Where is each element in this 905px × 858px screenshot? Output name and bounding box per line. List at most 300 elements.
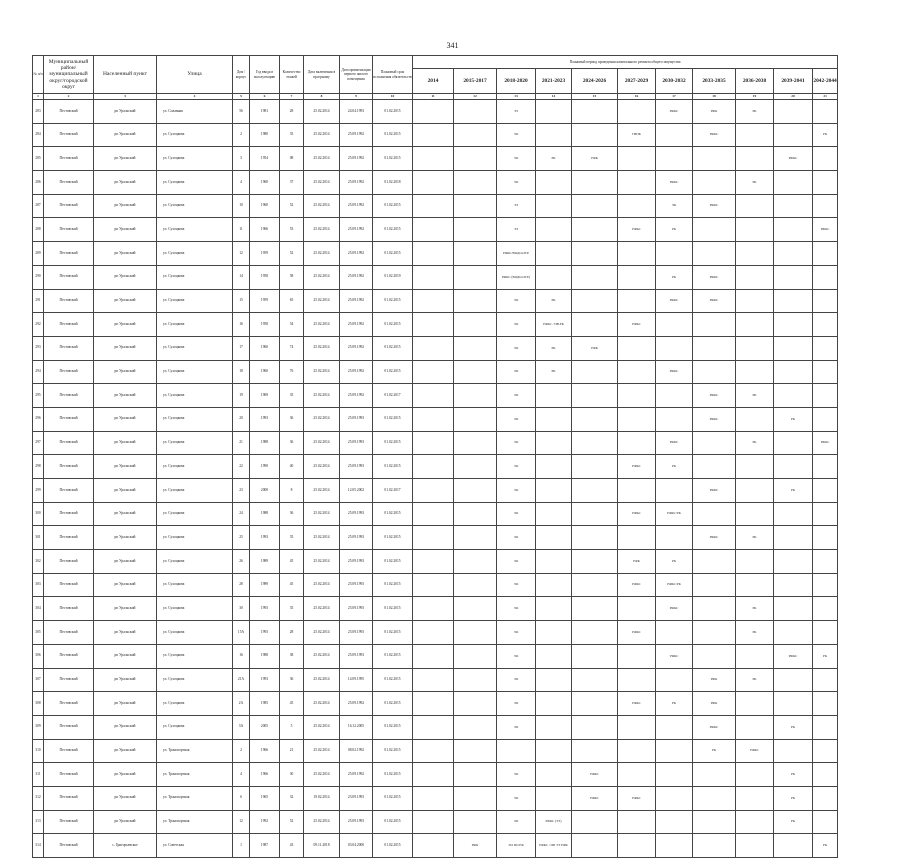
date-privatization: 03.04.2000 [340, 834, 373, 858]
repair-mark-2018-2020: ЭЗ [497, 194, 536, 218]
repair-mark-2027-2029 [618, 431, 656, 455]
row-number: 302 [33, 550, 44, 574]
repair-mark-2039-2041 [774, 597, 813, 621]
repair-mark-2015-2017 [454, 597, 497, 621]
municipal-name: Пестовский [44, 621, 94, 645]
table-row [33, 621, 838, 645]
street-name: ул. Сухоцкова [157, 550, 233, 574]
settlement-name: рп Уральский [94, 242, 157, 266]
repair-mark-2036-2038: РК [736, 431, 774, 455]
house-number: 20 [233, 407, 250, 431]
repair-mark-2030-2032 [656, 313, 693, 337]
repair-mark-2021-2023 [536, 786, 572, 810]
repair-mark-2015-2017 [454, 100, 497, 124]
repair-mark-2036-2038 [736, 715, 774, 739]
deadline-date: 01.02.2015 [373, 360, 413, 384]
table-row [33, 123, 838, 147]
settlement-name: рп Уральский [94, 597, 157, 621]
repair-mark-2027-2029 [618, 810, 656, 834]
repair-mark-2027-2029: ГВПК [618, 123, 656, 147]
table-row [33, 147, 838, 171]
repair-mark-2024-2026 [572, 194, 618, 218]
settlement-name: рп Уральский [94, 573, 157, 597]
repair-mark-2015-2017 [454, 147, 497, 171]
repair-mark-2015-2017 [454, 360, 497, 384]
repair-mark-2024-2026: РФКС [572, 763, 618, 787]
repair-mark-2018-2020: ЭО [497, 313, 536, 337]
column-number: 13 [497, 94, 536, 100]
settlement-name: рп Уральский [94, 668, 157, 692]
repair-mark-2030-2032: РК [656, 218, 693, 242]
date-privatization: 14.09.1995 [340, 668, 373, 692]
repair-mark-2033-2035 [693, 621, 736, 645]
date-privatization: 25.09.1992 [340, 147, 373, 171]
house-number: 21А [233, 668, 250, 692]
header-planned-period: Плановый период проведения капитального ремонта общего имущества [413, 56, 838, 69]
date-included: 25.02.2014 [304, 573, 340, 597]
repair-mark-2042-2044 [813, 573, 838, 597]
repair-mark-2039-2041: РК [774, 715, 813, 739]
repair-mark-2030-2032: РК [656, 550, 693, 574]
deadline-date: 01.02.2018 [373, 171, 413, 195]
column-number: 14 [536, 94, 572, 100]
table-row [33, 644, 838, 668]
year-built: 1954 [250, 147, 280, 171]
repair-mark-2021-2023 [536, 597, 572, 621]
row-number: 297 [33, 431, 44, 455]
floors-value: 8 [280, 479, 304, 503]
repair-mark-2014 [413, 810, 454, 834]
row-number: 294 [33, 360, 44, 384]
row-number: 312 [33, 786, 44, 810]
floors-value: 32 [280, 786, 304, 810]
date-privatization: 16.12.2005 [340, 715, 373, 739]
header-year-2024-2026: 2024-2026 [572, 69, 618, 94]
repair-mark-2015-2017 [454, 668, 497, 692]
year-built: 1966 [250, 739, 280, 763]
date-included: 25.02.2014 [304, 502, 340, 526]
repair-mark-2021-2023 [536, 218, 572, 242]
floors-value: 38 [280, 644, 304, 668]
column-number: 6 [250, 94, 280, 100]
repair-mark-2036-2038: РФКС [736, 739, 774, 763]
house-number: 2А [233, 692, 250, 716]
table-row [33, 834, 838, 858]
date-privatization: 25.09.1993 [340, 455, 373, 479]
repair-mark-2014 [413, 289, 454, 313]
repair-mark-2027-2029 [618, 407, 656, 431]
year-built: 1992 [250, 810, 280, 834]
floors-value: 36 [280, 668, 304, 692]
street-name: ул. Сухоцкова [157, 360, 233, 384]
date-privatization: 25.09.1992 [340, 242, 373, 266]
header-no: № п/п [33, 56, 44, 94]
repair-mark-2015-2017 [454, 786, 497, 810]
date-included: 25.02.2014 [304, 265, 340, 289]
deadline-date: 01.02.2015 [373, 336, 413, 360]
column-number: 7 [280, 94, 304, 100]
repair-mark-2015-2017 [454, 194, 497, 218]
column-number: 16 [618, 94, 656, 100]
floors-value: 28 [280, 100, 304, 124]
year-built: 1987 [250, 834, 280, 858]
repair-mark-2021-2023: РК [536, 289, 572, 313]
column-number: 9 [340, 94, 373, 100]
settlement-name: рп Уральский [94, 786, 157, 810]
repair-mark-2024-2026 [572, 123, 618, 147]
year-built: 1981 [250, 100, 280, 124]
settlement-name: рп Уральский [94, 100, 157, 124]
municipal-name: Пестовский [44, 313, 94, 337]
repair-mark-2018-2020: ЭО [497, 668, 536, 692]
house-number: 26 [233, 550, 250, 574]
date-privatization: 12.05.2002 [340, 479, 373, 503]
repair-mark-2018-2020: ЭО [497, 573, 536, 597]
house-number: 16 [233, 313, 250, 337]
date-included: 25.02.2014 [304, 739, 340, 763]
date-included: 25.02.2014 [304, 147, 340, 171]
repair-mark-2018-2020: ЭО [497, 336, 536, 360]
date-included: 25.02.2014 [304, 242, 340, 266]
repair-mark-2042-2044 [813, 289, 838, 313]
date-included: 25.02.2014 [304, 526, 340, 550]
deadline-date: 01.02.2015 [373, 550, 413, 574]
repair-mark-2033-2035 [693, 455, 736, 479]
row-number: 314 [33, 834, 44, 858]
repair-mark-2030-2032 [656, 526, 693, 550]
repair-mark-2039-2041: РК [774, 479, 813, 503]
row-number: 300 [33, 502, 44, 526]
municipal-name: Пестовский [44, 265, 94, 289]
house-number: 23 [233, 479, 250, 503]
date-included: 25.02.2014 [304, 597, 340, 621]
repair-mark-2036-2038 [736, 336, 774, 360]
date-privatization: 25.09.1992 [340, 692, 373, 716]
repair-mark-2033-2035 [693, 313, 736, 337]
date-privatization: 25.09.1993 [340, 526, 373, 550]
municipal-name: Пестовский [44, 147, 94, 171]
repair-mark-2042-2044 [813, 763, 838, 787]
repair-mark-2033-2035 [693, 147, 736, 171]
street-name: ул. Сухоцкова [157, 194, 233, 218]
repair-mark-2015-2017 [454, 621, 497, 645]
repair-mark-2018-2020: ЭО [497, 550, 536, 574]
repair-mark-2021-2023 [536, 171, 572, 195]
date-included: 25.02.2014 [304, 550, 340, 574]
date-included: 25.02.2014 [304, 384, 340, 408]
settlement-name: рп Уральский [94, 715, 157, 739]
repair-mark-2024-2026 [572, 265, 618, 289]
repair-mark-2014 [413, 242, 454, 266]
date-included: 25.02.2014 [304, 479, 340, 503]
settlement-name: рп Уральский [94, 621, 157, 645]
repair-mark-2033-2035 [693, 336, 736, 360]
repair-mark-2024-2026 [572, 668, 618, 692]
floors-value: 35 [280, 123, 304, 147]
municipal-name: Пестовский [44, 597, 94, 621]
floors-value: 35 [280, 526, 304, 550]
deadline-date: 01.02.2015 [373, 644, 413, 668]
settlement-name: рп Уральский [94, 194, 157, 218]
row-number: 299 [33, 479, 44, 503]
repair-mark-2033-2035: РФКС [693, 407, 736, 431]
date-included: 25.02.2014 [304, 715, 340, 739]
repair-mark-2039-2041 [774, 668, 813, 692]
repair-mark-2042-2044 [813, 715, 838, 739]
table-row [33, 289, 838, 313]
repair-mark-2039-2041 [774, 313, 813, 337]
date-included: 25.02.2014 [304, 455, 340, 479]
repair-mark-2027-2029 [618, 739, 656, 763]
row-number: 303 [33, 573, 44, 597]
repair-mark-2030-2032 [656, 715, 693, 739]
repair-mark-2036-2038 [736, 360, 774, 384]
repair-mark-2024-2026 [572, 431, 618, 455]
repair-mark-2027-2029 [618, 171, 656, 195]
repair-mark-2039-2041 [774, 194, 813, 218]
date-included: 25.02.2014 [304, 313, 340, 337]
year-built: 1966 [250, 763, 280, 787]
repair-mark-2024-2026 [572, 597, 618, 621]
deadline-date: 01.02.2015 [373, 147, 413, 171]
repair-mark-2042-2044: РФКС [813, 218, 838, 242]
house-number: 19 [233, 384, 250, 408]
date-privatization: 25.09.1993 [340, 621, 373, 645]
repair-mark-2027-2029: РФКС [618, 218, 656, 242]
table-row [33, 313, 838, 337]
date-included: 25.02.2014 [304, 171, 340, 195]
repair-mark-2021-2023 [536, 407, 572, 431]
street-name: ул. Сухоцкова [157, 644, 233, 668]
repair-mark-2042-2044 [813, 100, 838, 124]
row-number: 305 [33, 621, 44, 645]
repair-mark-2039-2041 [774, 123, 813, 147]
repair-mark-2039-2041 [774, 455, 813, 479]
repair-mark-2024-2026 [572, 739, 618, 763]
repair-mark-2027-2029 [618, 668, 656, 692]
settlement-name: рп Уральский [94, 644, 157, 668]
settlement-name: рп Уральский [94, 384, 157, 408]
header-floors: Количество этажей [280, 56, 304, 94]
street-name: ул. Сухоцкова [157, 147, 233, 171]
date-privatization: 08.02.1992 [340, 739, 373, 763]
repair-mark-2018-2020: ЭО [497, 431, 536, 455]
repair-mark-2014 [413, 431, 454, 455]
year-built: 1959 [250, 289, 280, 313]
house-number: 15А [233, 621, 250, 645]
date-included: 25.02.2014 [304, 336, 340, 360]
settlement-name: рп Уральский [94, 407, 157, 431]
table-row [33, 384, 838, 408]
table-row [33, 336, 838, 360]
repair-mark-2024-2026 [572, 526, 618, 550]
settlement-name: рп Уральский [94, 810, 157, 834]
repair-mark-2027-2029: РФКС [618, 692, 656, 716]
repair-mark-2015-2017 [454, 739, 497, 763]
settlement-name: рп Уральский [94, 455, 157, 479]
repair-mark-2015-2017 [454, 431, 497, 455]
repair-mark-2030-2032 [656, 336, 693, 360]
settlement-name: рп Уральский [94, 218, 157, 242]
settlement-name: рп Уральский [94, 431, 157, 455]
row-number: 291 [33, 289, 44, 313]
repair-mark-2033-2035 [693, 597, 736, 621]
floors-value: 36 [280, 502, 304, 526]
header-house: Дом / корпус [233, 56, 250, 94]
repair-mark-2042-2044 [813, 810, 838, 834]
date-privatization: 25.09.1992 [340, 194, 373, 218]
repair-mark-2033-2035: РФКС [693, 715, 736, 739]
repair-mark-2039-2041 [774, 502, 813, 526]
repair-mark-2036-2038 [736, 407, 774, 431]
repair-mark-2042-2044 [813, 384, 838, 408]
repair-mark-2036-2038 [736, 289, 774, 313]
date-privatization: 25.09.1992 [340, 336, 373, 360]
column-number: 3 [94, 94, 157, 100]
year-built: 2000 [250, 479, 280, 503]
repair-mark-2030-2032: РФКС [656, 171, 693, 195]
repair-mark-2018-2020: ЭО [497, 786, 536, 810]
repair-mark-2021-2023 [536, 384, 572, 408]
repair-mark-2018-2020: ЭО [497, 621, 536, 645]
repair-mark-2015-2017 [454, 573, 497, 597]
year-built: 1989 [250, 550, 280, 574]
repair-mark-2015-2017 [454, 242, 497, 266]
row-number: 292 [33, 313, 44, 337]
street-name: ул. Сухоцкова [157, 123, 233, 147]
row-number: 288 [33, 218, 44, 242]
repair-mark-2015-2017 [454, 407, 497, 431]
date-privatization: 25.09.1993 [340, 644, 373, 668]
repair-schedule-table [32, 55, 838, 858]
date-included: 25.02.2014 [304, 668, 340, 692]
repair-mark-2030-2032 [656, 621, 693, 645]
municipal-name: Пестовский [44, 786, 94, 810]
repair-mark-2018-2020 [497, 739, 536, 763]
repair-mark-2024-2026 [572, 100, 618, 124]
repair-mark-2014 [413, 360, 454, 384]
date-privatization: 25.09.1993 [340, 597, 373, 621]
repair-mark-2018-2020: ЭО [497, 502, 536, 526]
repair-mark-2014 [413, 194, 454, 218]
year-built: 1989 [250, 573, 280, 597]
repair-mark-2033-2035 [693, 810, 736, 834]
row-number: 285 [33, 147, 44, 171]
repair-mark-2030-2032: ЭК [656, 194, 693, 218]
date-included: 25.02.2014 [304, 692, 340, 716]
municipal-name: Пестовский [44, 573, 94, 597]
repair-mark-2042-2044: РК [813, 644, 838, 668]
year-built: 1993 [250, 407, 280, 431]
repair-mark-2014 [413, 123, 454, 147]
date-included: 25.02.2014 [304, 810, 340, 834]
repair-mark-2018-2020: ЭО [497, 384, 536, 408]
repair-mark-2033-2035: РФКС [693, 479, 736, 503]
repair-mark-2027-2029 [618, 644, 656, 668]
year-built: 1966 [250, 218, 280, 242]
column-number: 4 [157, 94, 233, 100]
floors-value: 45 [280, 692, 304, 716]
repair-mark-2042-2044: РФКС [813, 431, 838, 455]
deadline-date: 01.02.2015 [373, 668, 413, 692]
repair-mark-2024-2026 [572, 218, 618, 242]
repair-mark-2036-2038: РК [736, 597, 774, 621]
repair-mark-2024-2026 [572, 407, 618, 431]
repair-mark-2015-2017: РФК [454, 834, 497, 858]
repair-mark-2021-2023 [536, 668, 572, 692]
column-number: 12 [454, 94, 497, 100]
municipal-name: Пестовский [44, 526, 94, 550]
settlement-name: рп Уральский [94, 739, 157, 763]
repair-mark-2030-2032 [656, 407, 693, 431]
repair-mark-2015-2017 [454, 313, 497, 337]
repair-mark-2033-2035: РФКС [693, 526, 736, 550]
repair-mark-2024-2026 [572, 171, 618, 195]
repair-mark-2021-2023 [536, 455, 572, 479]
deadline-date: 01.02.2015 [373, 407, 413, 431]
repair-mark-2036-2038: РК [736, 668, 774, 692]
row-number: 283 [33, 100, 44, 124]
repair-mark-2033-2035 [693, 763, 736, 787]
repair-mark-2033-2035: РФКС [693, 289, 736, 313]
street-name: ул. Сухоцкова [157, 242, 233, 266]
house-number: 4 [233, 171, 250, 195]
repair-mark-2014 [413, 715, 454, 739]
house-number: 12 [233, 810, 250, 834]
date-included: 25.02.2014 [304, 407, 340, 431]
table-row [33, 573, 838, 597]
year-built: 1960 [250, 194, 280, 218]
date-included: 09.11.2018 [304, 834, 340, 858]
repair-mark-2018-2020: РФКС (ВОДО.ОТР.) [497, 265, 536, 289]
repair-mark-2036-2038: РК [736, 526, 774, 550]
repair-mark-2033-2035: РФК [693, 668, 736, 692]
repair-mark-2014 [413, 786, 454, 810]
repair-mark-2039-2041: РФКС [774, 644, 813, 668]
floors-value: 52 [280, 810, 304, 834]
street-name: ул. Транспортная [157, 763, 233, 787]
floors-value: 45 [280, 573, 304, 597]
deadline-date: 01.02.2015 [373, 289, 413, 313]
repair-mark-2033-2035 [693, 550, 736, 574]
repair-mark-2024-2026 [572, 573, 618, 597]
house-number: 10 [233, 194, 250, 218]
repair-mark-2021-2023: РК [536, 360, 572, 384]
row-number: 313 [33, 810, 44, 834]
house-number: 15 [233, 289, 250, 313]
repair-mark-2024-2026 [572, 810, 618, 834]
house-number: 17 [233, 336, 250, 360]
repair-mark-2033-2035: РФК [693, 100, 736, 124]
repair-mark-2039-2041: РК [774, 407, 813, 431]
table-row [33, 739, 838, 763]
date-privatization: 25.09.1992 [340, 384, 373, 408]
street-name: ул. Сухоцкова [157, 218, 233, 242]
repair-mark-2033-2035: РФКС [693, 194, 736, 218]
floors-value: 30 [280, 763, 304, 787]
year-built: 1958 [250, 265, 280, 289]
table-row [33, 526, 838, 550]
settlement-name: с. Григорьевское [94, 834, 157, 858]
house-number: 24 [233, 502, 250, 526]
repair-mark-2015-2017 [454, 644, 497, 668]
deadline-date: 01.02.2015 [373, 502, 413, 526]
street-name: ул. Сухоцкова [157, 502, 233, 526]
repair-mark-2024-2026 [572, 550, 618, 574]
year-built: 1988 [250, 502, 280, 526]
repair-mark-2039-2041 [774, 573, 813, 597]
repair-mark-2018-2020: ЭО [497, 455, 536, 479]
